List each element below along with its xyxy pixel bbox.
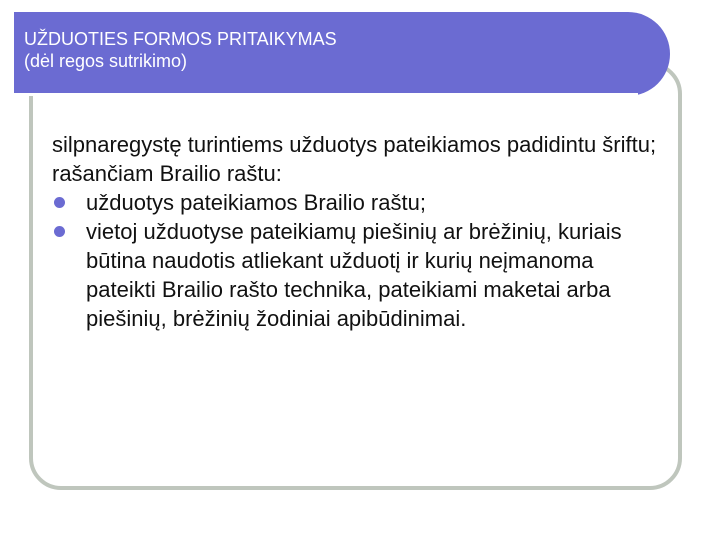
title-line-1: UŽDUOTIES FORMOS PRITAIKYMAS [24,29,337,49]
bullet-icon [54,226,65,237]
title-underline [14,93,638,96]
slide-title [24,28,337,72]
list-item-text: vietoj užduotyse pateikiamų piešinių ar brėžinių, kuriais būtina naudotis atliekant užduotį ir kurių neįmanoma pateikti Brailio rašto technika, pateikiami maketai arba piešinių, brėžinių žodiniai apibūdinimai. [86,219,622,331]
list-item-text: užduotys pateikiamos Brailio raštu; [86,190,426,215]
paragraph-low-vision: silpnaregystę turintiems užduotys pateikiamos padidintu šriftu; [52,132,657,157]
title-line-2: (dėl regos sutrikimo) [24,51,188,71]
list-item [52,217,662,333]
bullet-icon [54,197,65,208]
list-item [52,188,662,217]
paragraph-braille: rašančiam Brailio raštu: [52,161,282,186]
slide-body [52,130,662,333]
